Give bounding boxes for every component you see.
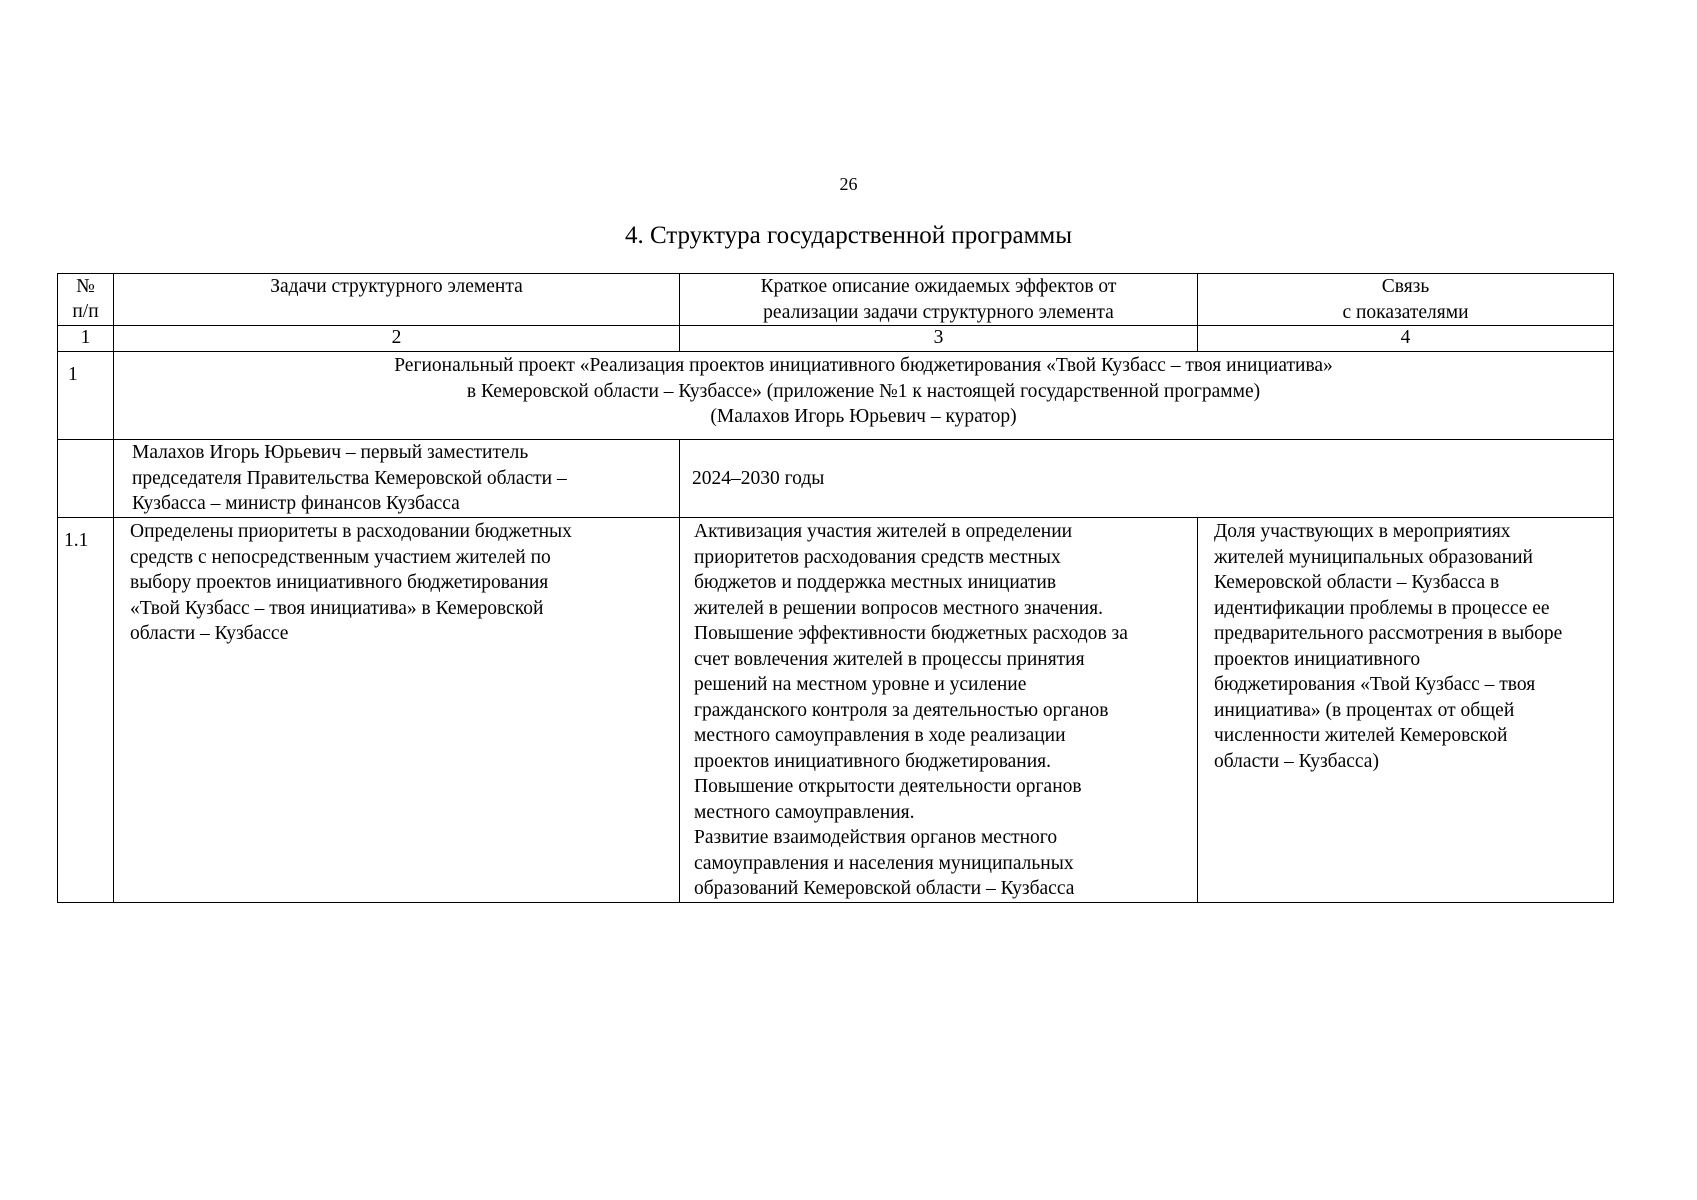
effects-line: местного самоуправления в ходе реализации [694, 725, 1066, 746]
column-number-2: 2 [114, 326, 680, 352]
project-title-line: Региональный проект «Реализация проектов инициативного бюджетирования «Твой Кузбасс – твоя инициатива» [394, 355, 1333, 376]
program-structure-table [57, 273, 1614, 903]
indicator-line: инициатива» (в процентах от общей [1214, 699, 1515, 721]
project-title-line: (Малахов Игорь Юрьевич – куратор) [710, 406, 1017, 427]
indicator-line: бюджетирования «Твой Кузбасс – твоя [1214, 674, 1536, 695]
column-number-4: 4 [1198, 326, 1614, 352]
effects-line: самоуправления и населения муниципальных [694, 852, 1074, 874]
task-line: выбору проектов инициативного бюджетирования [130, 572, 549, 593]
task-line: «Твой Кузбасс – твоя инициатива» в Кемеровской [130, 597, 544, 619]
effects-line: счет вовлечения жителей в процессы принятия [694, 648, 1085, 670]
effects-line: образований Кемеровской области – Кузбасса [694, 878, 1075, 899]
page-number: 26 [839, 174, 858, 194]
effects-line: Активизация участия жителей в определении [694, 521, 1073, 542]
indicator-line: области – Кузбасса) [1214, 750, 1379, 772]
indicator-line: численности жителей Кемеровской [1214, 725, 1508, 746]
task-num: 1.1 [58, 518, 114, 903]
header-effects-line2: реализации задачи структурного элемента [763, 301, 1114, 323]
effects-line: Развитие взаимодействия органов местного [694, 827, 1058, 848]
column-number-3: 3 [680, 326, 1198, 352]
column-number-row [58, 326, 1614, 352]
task-line: средств с непосредственным участием жителей по [130, 546, 551, 568]
task-line: области – Кузбассе [130, 623, 289, 644]
effects-line: приоритетов расходования средств местных [694, 546, 1061, 568]
effects-line: жителей в решении вопросов местного значения. [694, 597, 1104, 619]
task-description [114, 518, 680, 903]
indicator-line: Доля участвующих в мероприятиях [1214, 521, 1511, 542]
indicator-line: жителей муниципальных образований [1214, 546, 1533, 568]
header-num [58, 274, 114, 326]
effects-line: бюджетов и поддержка местных инициатив [694, 572, 1057, 593]
indicator-line: Кемеровской области – Кузбасса в [1214, 572, 1500, 593]
effects-line: Повышение открытости деятельности органов [694, 776, 1082, 797]
project-num: 1 [58, 352, 114, 440]
indicator-line: проектов инициативного [1214, 648, 1421, 670]
header-num-line1: № [76, 276, 95, 297]
header-effects [680, 274, 1198, 326]
implementation-period: 2024–2030 годы [680, 440, 1614, 518]
indicator-link [1198, 518, 1614, 903]
header-row [58, 274, 1614, 326]
project-title-line: в Кемеровской области – Кузбассе» (приложение №1 к настоящей государственной программе) [466, 380, 1261, 402]
header-num-line2: п/п [72, 301, 99, 322]
header-link [1198, 274, 1614, 326]
responsible-name-line: Кузбасса – министр финансов Кузбасса [132, 493, 460, 514]
responsible-name [114, 440, 680, 518]
task-line: Определены приоритеты в расходовании бюджетных [130, 521, 572, 542]
responsible-row [58, 440, 1614, 518]
responsible-name-line: Малахов Игорь Юрьевич – первый заместитель [132, 442, 529, 463]
effects-line: решений на местном уровне и усиление [694, 674, 1027, 695]
effects-line: местного самоуправления. [694, 801, 915, 823]
header-tasks: Задачи структурного элемента [114, 274, 680, 326]
effects-line: проектов инициативного бюджетирования. [694, 750, 1052, 772]
indicator-line: идентификации проблемы в процессе ее [1214, 597, 1550, 619]
expected-effects [680, 518, 1198, 903]
effects-line: Повышение эффективности бюджетных расходов за [694, 623, 1128, 644]
indicator-line: предварительного рассмотрения в выборе [1214, 623, 1563, 644]
header-effects-line1: Краткое описание ожидаемых эффектов от [760, 276, 1117, 297]
project-row [58, 352, 1614, 440]
header-link-line1: Связь [1381, 276, 1430, 297]
responsible-name-line: председателя Правительства Кемеровской области – [132, 467, 567, 489]
effects-line: гражданского контроля за деятельностью органов [694, 699, 1109, 721]
column-number-1: 1 [58, 326, 114, 352]
responsible-num [58, 440, 114, 518]
section-title: 4. Структура государственной программы [624, 222, 1073, 249]
project-title [114, 352, 1614, 440]
header-link-line2: с показателями [1342, 301, 1469, 323]
task-row [58, 518, 1614, 903]
